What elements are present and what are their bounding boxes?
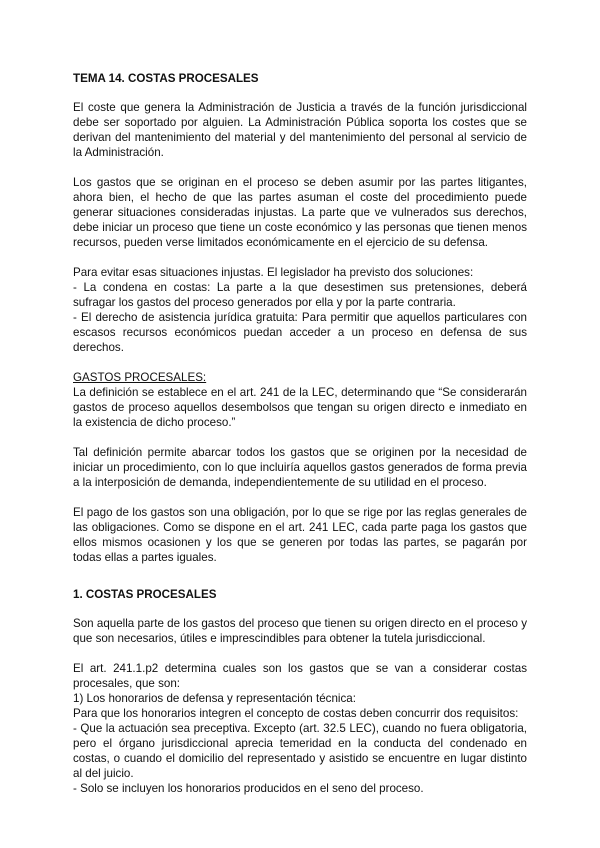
solution-item-condena: - La condena en costas: La parte a la que desestimen sus pretensiones, deberá sufragar los gastos del proceso generados por ella y por la parte contraria. <box>73 281 527 309</box>
solutions-block <box>73 265 527 355</box>
requisito-seno-proceso: - Solo se incluyen los honorarios producidos en el seno del proceso. <box>73 782 424 795</box>
paragraph-pago: El pago de los gastos son una obligación, por lo que se rige por las reglas generales de las obligaciones. Como se dispone en el art. 241 LEC, cada parte paga los gastos que ellos mismos ocasionen y los que se generen por todas las partes, se pagarán por todas ellas a partes iguales. <box>73 506 527 564</box>
paragraph-abarcar: Tal definición permite abarcar todos los gastos que se originen por la necesidad de iniciar un procedimiento, con lo que incluiría aquellos gastos generados de forma previa a la interposición de demanda, independientemente de su utilidad en el proceso. <box>73 446 527 489</box>
document-title: TEMA 14. COSTAS PROCESALES <box>73 72 259 85</box>
subheading-gastos-procesales: GASTOS PROCESALES: <box>73 371 207 384</box>
paragraph-intro: El coste que genera la Administración de Justicia a través de la función jurisdiccional debe ser soportado por alguien. La Administración Pública soporta los costes que se derivan del mantenimiento del material y del mantenimiento del personal al servicio de la Administración. <box>73 101 527 159</box>
list-item-honorarios: 1) Los honorarios de defensa y representación técnica: <box>73 692 356 705</box>
gastos-procesales-block <box>73 370 527 430</box>
costas-list-block <box>73 661 527 796</box>
paragraph-costas-definicion: Son aquella parte de los gastos del proceso que tienen su origen directo en el proceso y que son necesarios, útiles e imprescindibles para obtener la tutela jurisdiccional. <box>73 617 527 645</box>
section-heading-costas: 1. COSTAS PROCESALES <box>73 588 217 601</box>
paragraph-art-241: El art. 241.1.p2 determina cuales son los gastos que se van a considerar costas procesales, que son: <box>73 662 527 690</box>
requisitos-intro: Para que los honorarios integren el concepto de costas deben concurrir dos requisitos: <box>73 707 519 720</box>
requisito-preceptiva: - Que la actuación sea preceptiva. Excepto (art. 32.5 LEC), cuando no fuera obligatoria, pero el órgano jurisdiccional aprecia temeridad en la conducta del condenado en costas, o cuando el domicilio del representado y asistido se encuentre en lugar distinto al del juicio. <box>73 722 527 780</box>
paragraph-definicion: La definición se establece en el art. 241 de la LEC, determinando que “Se considerarán gastos de proceso aquellos desembolsos que tengan su origen directo e inmediato en la existencia de dicho proceso.” <box>73 386 527 429</box>
solutions-intro: Para evitar esas situaciones injustas. El legislador ha previsto dos soluciones: <box>73 266 474 279</box>
paragraph-gastos: Los gastos que se originan en el proceso se deben asumir por las partes litigantes, ahora bien, el hecho de que las partes asuman el coste del procedimiento puede generar situaciones consideradas injustas. La parte que ve vulnerados sus derechos, debe iniciar un proceso que tiene un coste económico y las personas que tienen menos recursos, pueden verse limitados económicamente en el ejercicio de su defensa. <box>73 176 527 249</box>
solution-item-asistencia: - El derecho de asistencia jurídica gratuita: Para permitir que aquellos particulares con escasos recursos económicos puedan acceder a un proceso en defensa de sus derechos. <box>73 311 527 354</box>
